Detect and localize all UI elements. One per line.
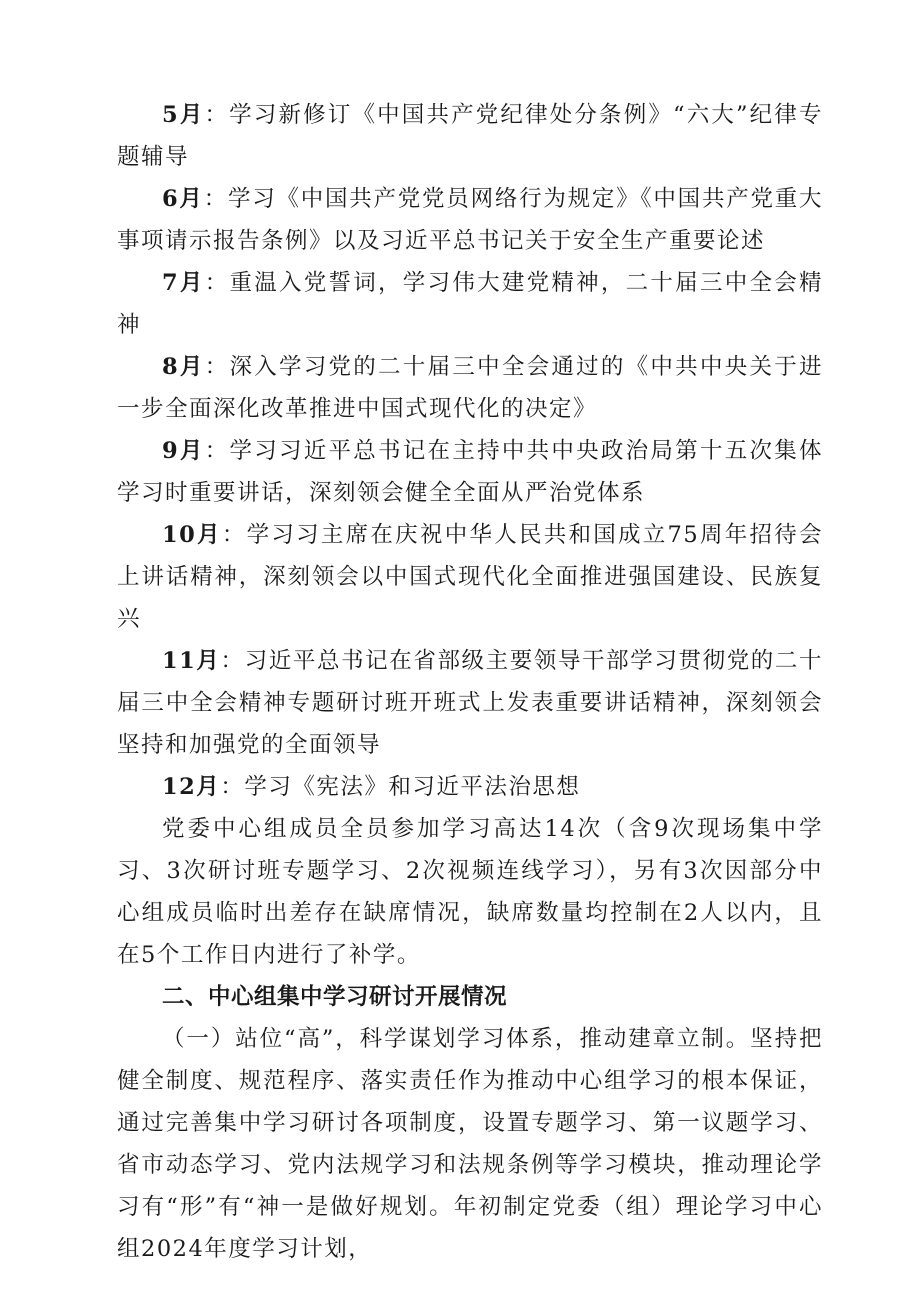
month-label: 5月 bbox=[162, 102, 205, 128]
month-label: 12月 bbox=[162, 774, 221, 800]
schedule-text: ：学习新修订《中国共产党纪律处分条例》“六大”纪律专题辅导 bbox=[117, 102, 823, 170]
month-label: 8月 bbox=[162, 354, 205, 380]
month-label: 11月 bbox=[162, 648, 221, 674]
attendance-paragraph: 党委中心组成员全员参加学习高达14次（含9次现场集中学习、3次研讨班专题学习、2次视频连线学习），另有3次因部分中心组成员临时出差存在缺席情况，缺席数量均控制在2人以内，且在5个工作日内进行了补学。 bbox=[117, 816, 823, 968]
schedule-text: ：重温入党誓词，学习伟大建党精神，二十届三中全会精神 bbox=[117, 270, 823, 338]
schedule-item-august bbox=[117, 346, 823, 430]
month-label: 6月 bbox=[162, 186, 204, 212]
schedule-text: ：学习习主席在庆祝中华人民共和国成立75周年招待会上讲话精神，深刻领会以中国式现代化全面推进强国建设、民族复兴 bbox=[117, 522, 823, 632]
schedule-item-september bbox=[117, 430, 823, 514]
schedule-text: ：习近平总书记在省部级主要领导干部学习贯彻党的二十届三中全会精神专题研讨班开班式上发表重要讲话精神，深刻领会坚持和加强党的全面领导 bbox=[117, 648, 823, 758]
schedule-item-december bbox=[117, 766, 823, 808]
schedule-text: ：学习《宪法》和习近平法治思想 bbox=[220, 774, 581, 800]
schedule-text: ：学习《中国共产党党员网络行为规定》《中国共产党重大事项请示报告条例》以及习近平总书记关于安全生产重要论述 bbox=[117, 186, 823, 254]
schedule-text: ：深入学习党的二十届三中全会通过的《中共中央关于进一步全面深化改革推进中国式现代化的决定》 bbox=[117, 354, 823, 422]
month-label: 9月 bbox=[162, 438, 205, 464]
schedule-item-november bbox=[117, 640, 823, 766]
section-heading: 二、中心组集中学习研讨开展情况 bbox=[162, 984, 508, 1010]
schedule-text: ：学习习近平总书记在主持中共中央政治局第十五次集体学习时重要讲话，深刻领会健全全面从严治党体系 bbox=[117, 438, 823, 506]
document-body bbox=[117, 94, 823, 1270]
schedule-item-october bbox=[117, 514, 823, 640]
section-paragraph: （一）站位“高”，科学谋划学习体系，推动建章立制。坚持把健全制度、规范程序、落实责任作为推动中心组学习的根本保证，通过完善集中学习研讨各项制度，设置专题学习、第一议题学习、省市动态学习、党内法规学习和法规条例等学习模块，推动理论学习有“形”有“神一是做好规划。年初制定党委（组）理论学习中心组2024年度学习计划， bbox=[117, 1026, 823, 1262]
month-label: 7月 bbox=[162, 270, 205, 296]
schedule-item-july bbox=[117, 262, 823, 346]
schedule-item-june bbox=[117, 178, 823, 262]
month-label: 10月 bbox=[162, 522, 222, 548]
schedule-item-may bbox=[117, 94, 823, 178]
